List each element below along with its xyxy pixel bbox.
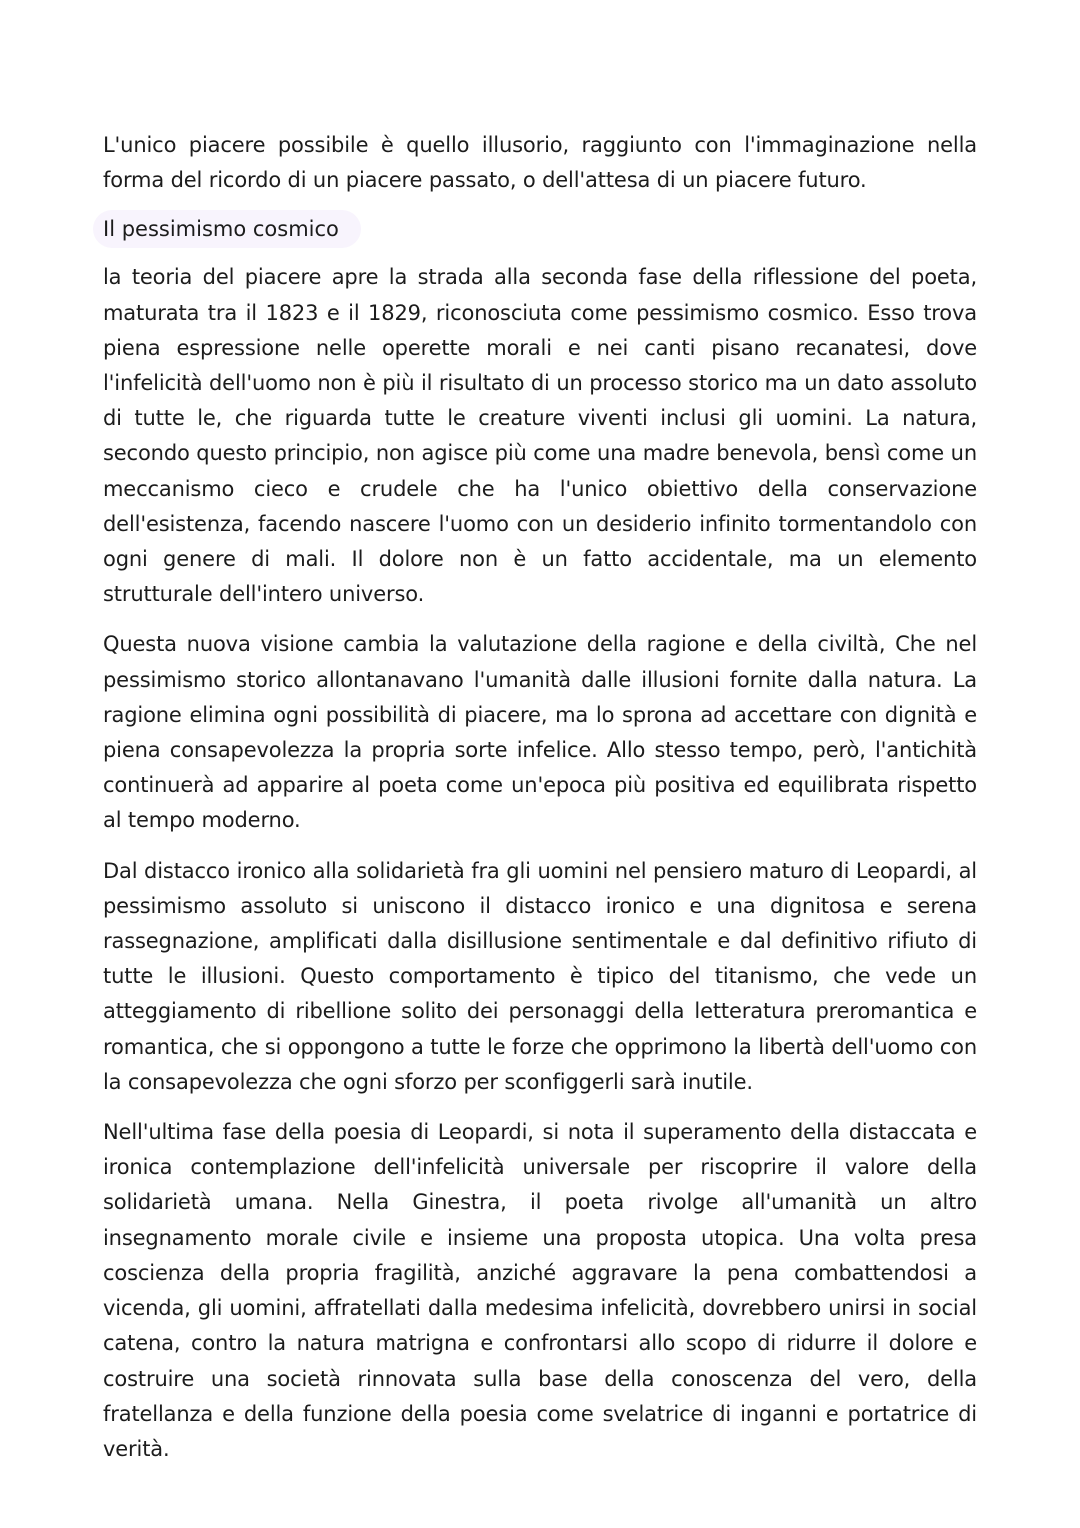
section-heading-wrapper <box>93 210 977 248</box>
section-heading: Il pessimismo cosmico <box>93 210 361 248</box>
paragraph-reason-civilization: Questa nuova visione cambia la valutazione della ragione e della civiltà, Che nel pessimismo storico allontanavano l'umanità dalle illusioni fornite dalla natura. La ragione elimina ogni possibilità di piacere, ma lo sprona ad accettare con dignità e piena consapevolezza la propria sorte infelice. Allo stesso tempo, però, l'antichità continuerà ad apparire al poeta come un'epoca più positiva ed equilibrata rispetto al tempo moderno. <box>103 632 977 833</box>
intro-paragraph: L'unico piacere possibile è quello illusorio, raggiunto con l'immaginazione nella forma del ricordo di un piacere passato, o dell'attesa di un piacere futuro. <box>103 133 977 193</box>
paragraph-ginestra: Nell'ultima fase della poesia di Leopardi, si nota il superamento della distaccata e ironica contemplazione dell'infelicità universale per riscoprire il valore della solidarietà umana. Nella Ginestra, il poeta rivolge all'umanità un altro insegnamento morale civile e insieme una proposta utopica. Una volta presa coscienza della propria fragilità, anziché aggravare la pena combattendosi a vicenda, gli uomini, affratellati dalla medesima infelicità, dovrebbero unirsi in social catena, contro la natura matrigna e confrontarsi allo scopo di ridurre il dolore e costruire una società rinnovata sulla base della conoscenza del vero, della fratellanza e della funzione della poesia come svelatrice di inganni e portatrice di verità. <box>103 1120 977 1461</box>
paragraph-ironic-detachment: Dal distacco ironico alla solidarietà fra gli uomini nel pensiero maturo di Leopardi, al pessimismo assoluto si uniscono il distacco ironico e una dignitosa e serena rassegnazione, amplificati dalla disillusione sentimentale e dal definitivo rifiuto di tutte le illusioni. Questo comportamento è tipico del titanismo, che vede un atteggiamento di ribellione solito dei personaggi della letteratura preromantica e romantica, che si oppongono a tutte le forze che opprimono la libertà dell'uomo con la consapevolezza che ogni sforzo per sconfiggerli sarà inutile. <box>103 858 977 1094</box>
document-page <box>103 128 977 1467</box>
paragraph-cosmic-pessimism: la teoria del piacere apre la strada alla seconda fase della riflessione del poeta, maturata tra il 1823 e il 1829, riconosciuta come pessimismo cosmico. Esso trova piena espressione nelle operette morali e nei canti pisano recanatesi, dove l'infelicità dell'uomo non è più il risultato di un processo storico ma un dato assoluto di tutte le, che riguarda tutte le creature viventi inclusi gli uomini. La natura, secondo questo principio, non agisce più come una madre benevola, bensì come un meccanismo cieco e crudele che ha l'unico obiettivo della conservazione dell'esistenza, facendo nascere l'uomo con un desiderio infinito tormentandolo con ogni genere di mali. Il dolore non è un fatto accidentale, ma un elemento strutturale dell'intero universo. <box>103 265 977 607</box>
